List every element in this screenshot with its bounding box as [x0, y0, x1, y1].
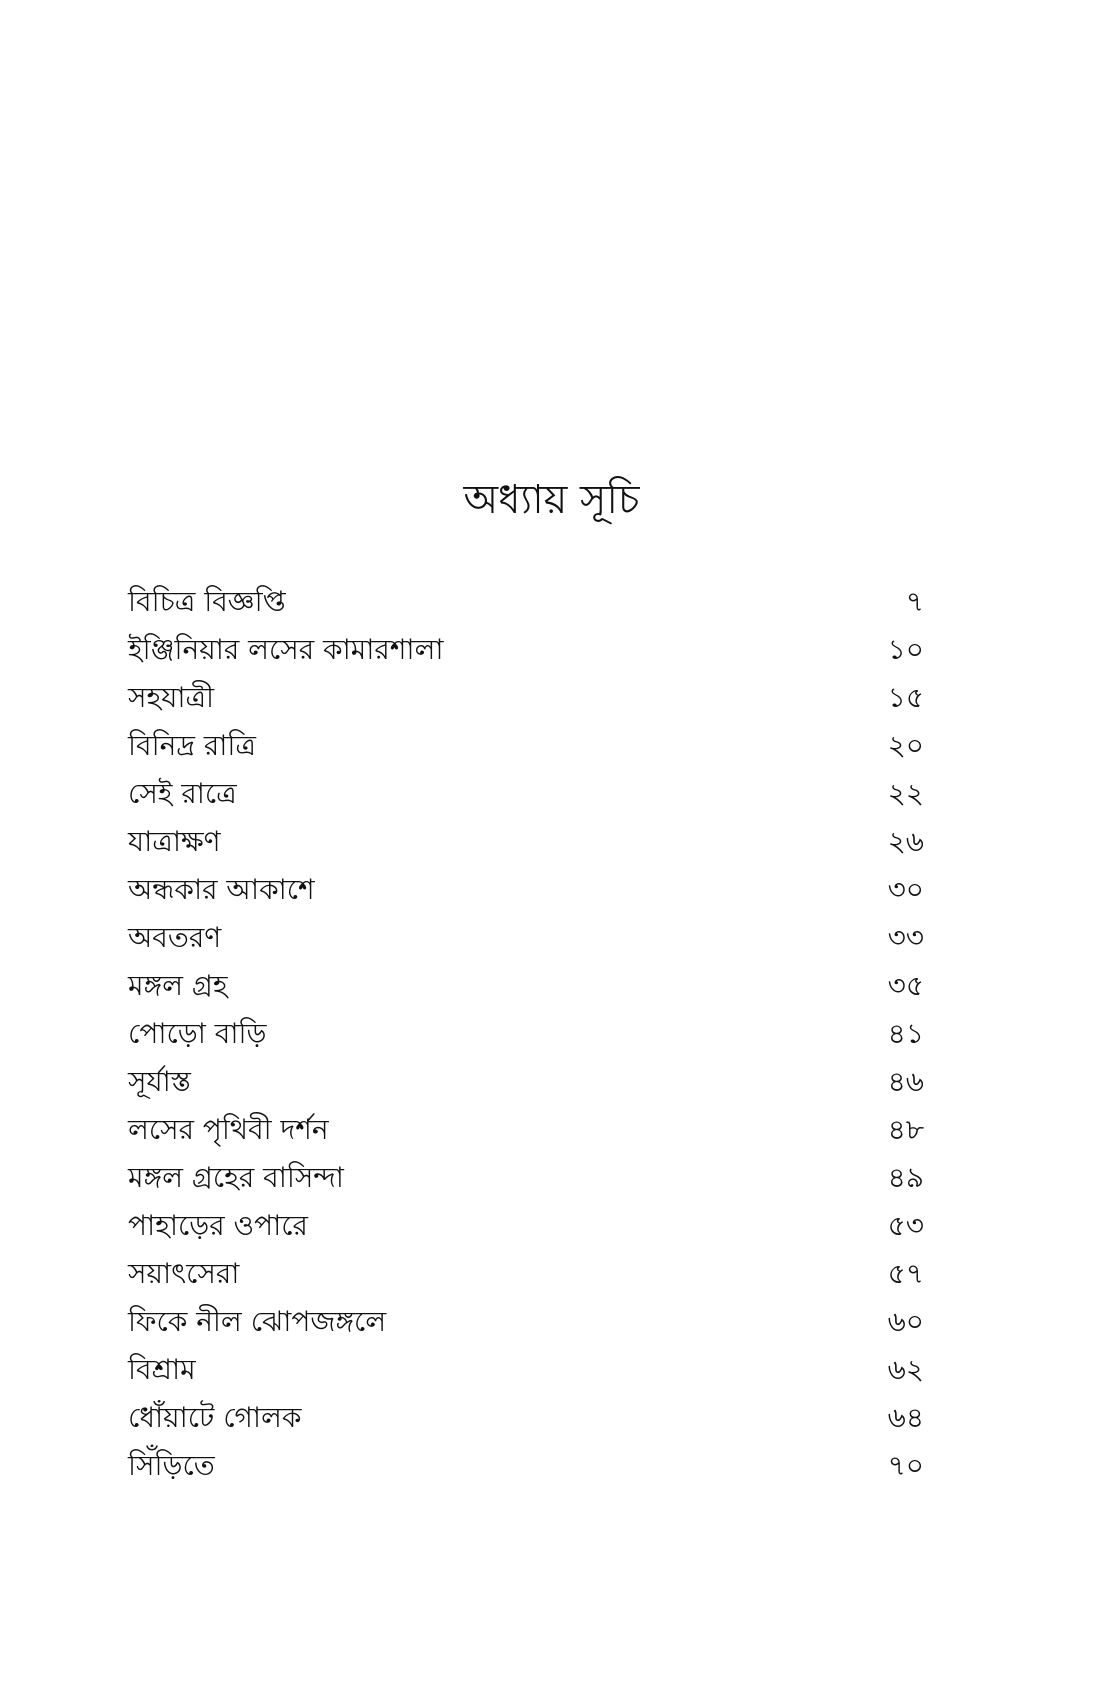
toc-entry-page: ১৫: [887, 681, 924, 714]
toc-entry-page: ২২: [887, 777, 924, 810]
toc-entry-page: ৪৯: [887, 1161, 924, 1194]
toc-entry-title: বিনিদ্র রাত্রি: [128, 729, 256, 762]
toc-entry-page: ৬৪: [887, 1401, 924, 1434]
toc-entry-title: পাহাড়ের ওপারে: [128, 1209, 308, 1242]
toc-entry-page: ৭: [905, 585, 924, 618]
toc-entry-title: মঙ্গল গ্রহ: [128, 969, 228, 1002]
toc-entry-title: বিচিত্র বিজ্ঞপ্তি: [128, 585, 286, 618]
toc-entry-title: সূর্যাস্ত: [128, 1065, 191, 1098]
toc-entry-page: ৪৮: [887, 1113, 924, 1146]
toc-entry-page: ২০: [887, 729, 924, 762]
toc-entry-page: ৬০: [887, 1305, 924, 1338]
toc-entry-title: ধোঁয়াটে গোলক: [128, 1401, 302, 1434]
toc-entry-page: ৭০: [887, 1449, 924, 1482]
toc-entry-title: বিশ্রাম: [128, 1353, 196, 1386]
toc-entry-title: অবতরণ: [128, 921, 222, 954]
toc-entry: [128, 674, 924, 722]
toc-entry-title: ফিকে নীল ঝোপজঙ্গলে: [128, 1305, 387, 1338]
toc-entry: [128, 1010, 924, 1058]
toc-entry-title: ইঞ্জিনিয়ার লসের কামারশালা: [128, 633, 444, 666]
toc-entry: [128, 818, 924, 866]
toc-entry-page: ৩৩: [887, 921, 924, 954]
toc-entry: [128, 866, 924, 914]
toc-entry-title: সেই রাত্রে: [128, 777, 237, 810]
toc-entry: [128, 770, 924, 818]
toc-entry-title: লসের পৃথিবী দর্শন: [128, 1113, 329, 1146]
toc-entry-page: ২৬: [887, 825, 924, 858]
toc-entry: [128, 578, 924, 626]
toc-entry: [128, 962, 924, 1010]
toc-entry-page: ৫৭: [887, 1257, 924, 1290]
toc-entry: [128, 1250, 924, 1298]
toc-entry: [128, 1394, 924, 1442]
toc-list: [128, 578, 924, 1490]
toc-entry: [128, 626, 924, 674]
toc-entry: [128, 722, 924, 770]
toc-entry: [128, 1202, 924, 1250]
toc-entry-page: ৪৬: [887, 1065, 924, 1098]
toc-entry-page: ১০: [887, 633, 924, 666]
toc-entry: [128, 1106, 924, 1154]
toc-entry: [128, 1298, 924, 1346]
toc-entry-title: যাত্রাক্ষণ: [128, 825, 221, 858]
toc-entry: [128, 1442, 924, 1490]
toc-entry-title: সিঁড়িতে: [128, 1449, 215, 1482]
toc-entry: [128, 1058, 924, 1106]
toc-entry-title: মঙ্গল গ্রহের বাসিন্দা: [128, 1161, 344, 1194]
toc-entry: [128, 914, 924, 962]
toc-entry-page: ৪১: [887, 1017, 924, 1050]
toc-entry-title: সহযাত্রী: [128, 681, 215, 714]
toc-heading: অধ্যায় সূচি: [463, 477, 640, 523]
toc-entry: [128, 1154, 924, 1202]
toc-entry-title: অন্ধকার আকাশে: [128, 873, 315, 906]
toc-entry-page: ৩৫: [887, 969, 924, 1002]
toc-entry-page: ৫৩: [887, 1209, 924, 1242]
toc-entry-page: ৬২: [887, 1353, 924, 1386]
toc-entry-title: সয়াৎসেরা: [128, 1257, 240, 1290]
toc-entry-page: ৩০: [887, 873, 924, 906]
toc-entry: [128, 1346, 924, 1394]
toc-entry-title: পোড়ো বাড়ি: [128, 1017, 267, 1050]
